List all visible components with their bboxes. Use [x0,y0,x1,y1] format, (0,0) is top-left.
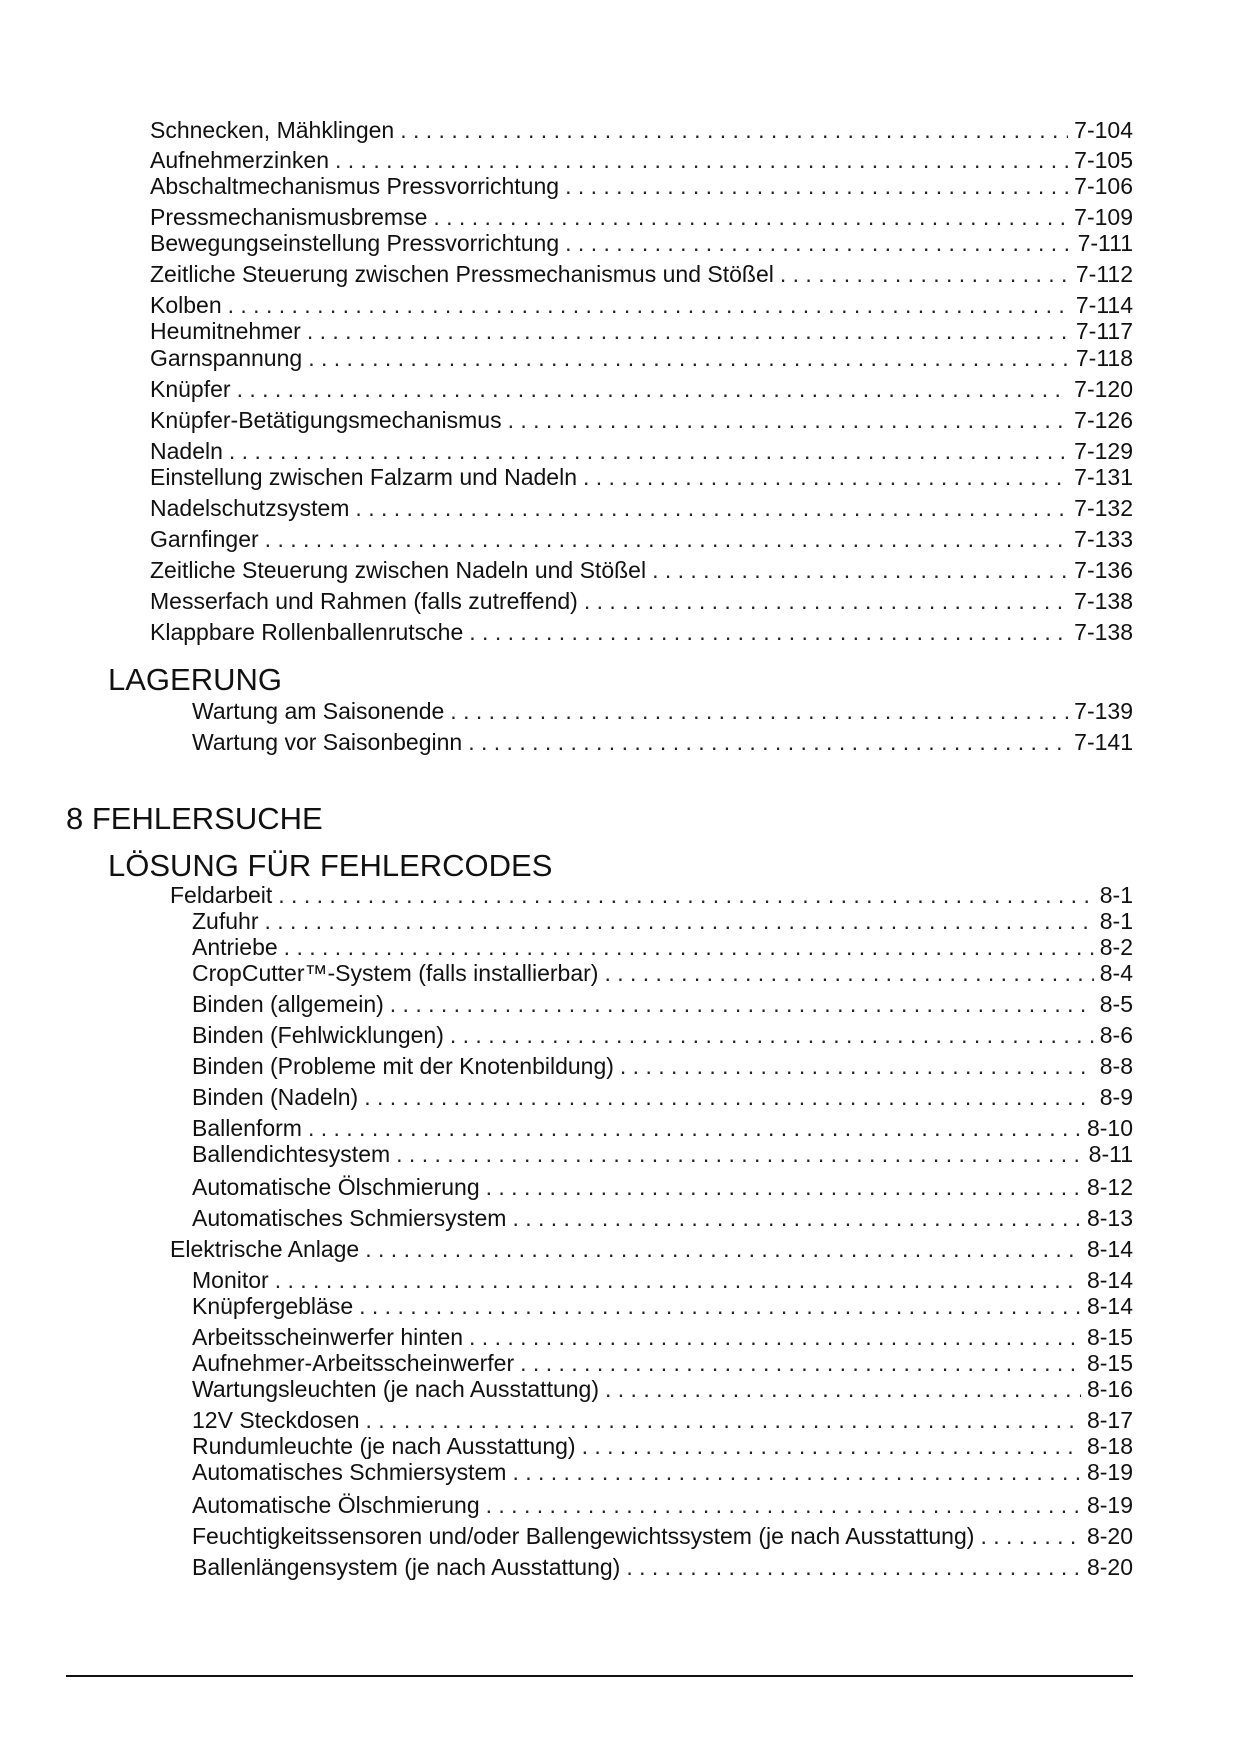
toc-entry-page: 8-15 [1086,1324,1133,1350]
toc-leader [359,1292,1081,1320]
toc-leader [512,1204,1081,1232]
toc-entry-title: Monitor [192,1267,269,1293]
toc-entry-page: 7-136 [1074,557,1133,583]
toc-leader [605,1375,1081,1403]
toc-entry[interactable] [192,1083,1133,1111]
toc-entry[interactable] [192,1173,1133,1201]
toc-entry-title: Ballenlängensystem (je nach Ausstattung) [192,1554,621,1580]
section-heading-lagerung: LAGERUNG [108,662,282,697]
toc-entry-page: 7-105 [1074,147,1133,173]
toc-entry-title: Einstellung zwischen Falzarm und Nadeln [150,464,577,490]
toc-entry[interactable] [192,907,1133,935]
toc-entry-page: 8-20 [1086,1554,1133,1580]
toc-entry-page: 8-14 [1086,1267,1133,1293]
toc-entry-title: Garnspannung [150,345,303,371]
toc-entry[interactable] [150,229,1133,257]
toc-entry-title: Heumitnehmer [150,318,301,344]
toc-leader [265,525,1069,553]
toc-entry-page: 7-129 [1074,438,1133,464]
toc-entry-title: Arbeitsscheinwerfer hinten [192,1324,464,1350]
toc-entry[interactable] [192,1349,1133,1377]
toc-entry-title: Automatische Ölschmierung [192,1492,480,1518]
toc-entry-page: 7-109 [1074,204,1133,230]
toc-entry-title: Nadeln [150,438,223,464]
toc-entry-page: 7-141 [1074,729,1133,755]
toc-leader [396,1140,1083,1168]
toc-entry-page: 7-104 [1074,117,1133,143]
toc-leader [278,881,1093,909]
toc-entry[interactable] [192,697,1133,725]
toc-entry-title: Aufnehmerzinken [150,147,329,173]
toc-leader [308,344,1070,372]
toc-entry-page: 7-120 [1074,376,1133,402]
toc-leader [469,1323,1081,1351]
toc-entry-page: 8-16 [1086,1376,1133,1402]
toc-entry-title: Ballenform [192,1115,302,1141]
toc-entry-page: 7-112 [1075,261,1133,287]
toc-entry-page: 8-1 [1099,908,1133,934]
toc-entry-title: Wartung am Saisonende [192,698,445,724]
toc-entry-page: 7-132 [1074,495,1133,521]
toc-entry-page: 8-12 [1086,1174,1133,1200]
toc-entry-page: 8-11 [1088,1141,1133,1167]
toc-leader [365,1235,1081,1263]
toc-entry-title: Aufnehmer-Arbeitsscheinwerfer [192,1350,515,1376]
toc-entry-page: 8-14 [1086,1236,1133,1262]
toc-entry[interactable] [150,146,1133,174]
toc-entry-page: 7-139 [1074,698,1133,724]
toc-entry[interactable] [150,525,1133,553]
toc-entry-page: 7-131 [1074,464,1133,490]
toc-leader [508,406,1069,434]
section-heading-fehlercodes: LÖSUNG FÜR FEHLERCODES [108,848,553,883]
chapter-heading: 8 FEHLERSUCHE [66,801,323,836]
toc-leader [486,1173,1081,1201]
toc-leader [355,494,1068,522]
toc-entry-page: 8-8 [1099,1053,1133,1079]
toc-entry[interactable] [150,494,1133,522]
toc-entry-title: Wartung vor Saisonbeginn [192,729,463,755]
toc-entry-title: Zufuhr [192,908,259,934]
toc-entry-title: Elektrische Anlage [170,1236,360,1262]
toc-entry-page: 7-111 [1077,230,1133,256]
toc-entry-title: Feuchtigkeitssensoren und/oder Ballengewichtssystem (je nach Ausstattung) [192,1523,975,1549]
toc-entry[interactable] [192,1406,1133,1434]
toc-entry[interactable] [150,618,1133,646]
toc-entry[interactable] [192,933,1133,961]
toc-entry-title: Binden (allgemein) [192,991,384,1017]
toc-entry[interactable] [192,1266,1133,1294]
toc-entry-title: Schnecken, Mähklingen [150,117,395,143]
toc-entry-title: Automatische Ölschmierung [192,1174,480,1200]
toc-entry-page: 7-126 [1074,407,1133,433]
toc-entry-title: Klappbare Rollenballenrutsche [150,619,464,645]
toc-entry-page: 8-4 [1099,960,1133,986]
toc-entry-title: Bewegungseinstellung Pressvorrichtung [150,230,560,256]
toc-leader [307,317,1070,345]
toc-leader [284,933,1094,961]
toc-entry[interactable] [192,1323,1133,1351]
toc-entry-title: Binden (Probleme mit der Knotenbildung) [192,1053,614,1079]
toc-leader [582,1432,1081,1460]
toc-leader [335,146,1068,174]
toc-entry-title: Automatisches Schmiersystem [192,1205,507,1231]
toc-leader [980,1522,1081,1550]
toc-entry-page: 8-17 [1086,1407,1133,1433]
toc-entry-page: 8-20 [1086,1523,1133,1549]
toc-entry-page: 7-114 [1075,292,1133,318]
toc-entry[interactable] [150,344,1133,372]
toc-leader [520,1349,1081,1377]
toc-leader [565,172,1068,200]
toc-entry-page: 7-118 [1075,345,1133,371]
toc-entry-page: 8-14 [1086,1293,1133,1319]
toc-entry-page: 8-10 [1086,1115,1133,1141]
toc-entry-title: Abschaltmechanismus Pressvorrichtung [150,173,560,199]
toc-entry[interactable] [150,291,1133,319]
toc-entry-title: Feldarbeit [170,882,273,908]
toc-leader [468,728,1068,756]
toc-entry-title: Kolben [150,292,222,318]
toc-entry[interactable] [150,172,1133,200]
toc-entry-title: Garnfinger [150,526,259,552]
toc-entry-title: Rundumleuchte (je nach Ausstattung) [192,1433,576,1459]
toc-leader [486,1491,1081,1519]
toc-entry[interactable] [192,1114,1133,1142]
toc-entry[interactable] [192,1292,1133,1320]
toc-entry[interactable] [150,587,1133,615]
toc-leader [390,990,1094,1018]
toc-leader [512,1458,1081,1486]
toc-entry-title: 12V Steckdosen [192,1407,360,1433]
toc-leader [229,437,1068,465]
toc-entry[interactable] [150,375,1133,403]
toc-entry[interactable] [150,556,1133,584]
toc-entry-page: 8-18 [1086,1433,1133,1459]
toc-entry[interactable] [170,881,1133,909]
toc-entry-page: 8-5 [1099,991,1133,1017]
toc-entry[interactable] [192,1458,1133,1486]
toc-entry-page: 8-19 [1086,1492,1133,1518]
toc-entry[interactable] [192,1553,1133,1581]
footer-divider [66,1675,1133,1677]
toc-entry-page: 8-15 [1086,1350,1133,1376]
toc-entry-title: Binden (Nadeln) [192,1084,359,1110]
toc-entry[interactable] [192,1491,1133,1519]
toc-entry[interactable] [150,437,1133,465]
toc-entry[interactable] [192,1432,1133,1460]
toc-leader [450,1021,1094,1049]
toc-entry[interactable] [192,1021,1133,1049]
toc-entry-title: CropCutter™-System (falls installierbar) [192,960,599,986]
toc-leader [604,959,1093,987]
toc-entry[interactable] [150,203,1133,231]
toc-entry-title: Pressmechanismusbremse [150,204,428,230]
toc-leader [228,291,1070,319]
toc-entry-page: 7-106 [1074,173,1133,199]
toc-entry[interactable] [150,116,1133,144]
toc-leader [626,1553,1081,1581]
toc-leader [584,587,1068,615]
toc-entry[interactable] [192,959,1133,987]
toc-entry-page: 8-6 [1099,1022,1133,1048]
toc-entry-title: Zeitliche Steuerung zwischen Nadeln und Stößel [150,557,647,583]
toc-entry[interactable] [192,1522,1133,1550]
toc-entry-title: Zeitliche Steuerung zwischen Pressmechanismus und Stößel [150,261,774,287]
toc-entry-page: 8-2 [1099,934,1133,960]
toc-leader [565,229,1071,257]
toc-entry[interactable] [192,990,1133,1018]
toc-entry-page: 7-138 [1074,588,1133,614]
toc-entry[interactable] [192,1375,1133,1403]
toc-entry[interactable] [150,463,1133,491]
toc-entry-page: 7-117 [1075,318,1133,344]
toc-leader [308,1114,1081,1142]
toc-entry-page: 7-138 [1074,619,1133,645]
toc-entry[interactable] [192,1204,1133,1232]
toc-entry[interactable] [170,1235,1133,1263]
toc-entry[interactable] [192,728,1133,756]
toc-leader [620,1052,1094,1080]
toc-leader [469,618,1068,646]
toc-entry[interactable] [192,1052,1133,1080]
toc-entry-page: 8-1 [1099,882,1133,908]
toc-entry-title: Knüpfer [150,376,231,402]
toc-leader [400,116,1068,144]
toc-entry-title: Wartungsleuchten (je nach Ausstattung) [192,1376,599,1402]
toc-entry-title: Knüpfergebläse [192,1293,354,1319]
toc-entry-title: Knüpfer-Betätigungsmechanismus [150,407,502,433]
toc-entry-page: 8-13 [1086,1205,1133,1231]
toc-entry-title: Automatisches Schmiersystem [192,1459,507,1485]
toc-entry-title: Binden (Fehlwicklungen) [192,1022,444,1048]
toc-entry-page: 8-9 [1099,1084,1133,1110]
toc-entry[interactable] [192,1140,1133,1168]
toc-entry[interactable] [150,406,1133,434]
toc-entry[interactable] [150,317,1133,345]
toc-entry-page: 8-19 [1086,1459,1133,1485]
toc-leader [237,375,1069,403]
toc-entry-page: 7-133 [1074,526,1133,552]
toc-entry-title: Ballendichtesystem [192,1141,391,1167]
toc-leader [275,1266,1081,1294]
toc-leader [652,556,1068,584]
toc-leader [450,697,1068,725]
toc-entry-title: Antriebe [192,934,278,960]
toc-leader [366,1406,1081,1434]
toc-entry-title: Messerfach und Rahmen (falls zutreffend) [150,588,578,614]
toc-leader [583,463,1068,491]
toc-leader [264,907,1093,935]
toc-entry-title: Nadelschutzsystem [150,495,350,521]
toc-leader [780,260,1070,288]
toc-leader [433,203,1068,231]
toc-leader [364,1083,1094,1111]
toc-entry[interactable] [150,260,1133,288]
